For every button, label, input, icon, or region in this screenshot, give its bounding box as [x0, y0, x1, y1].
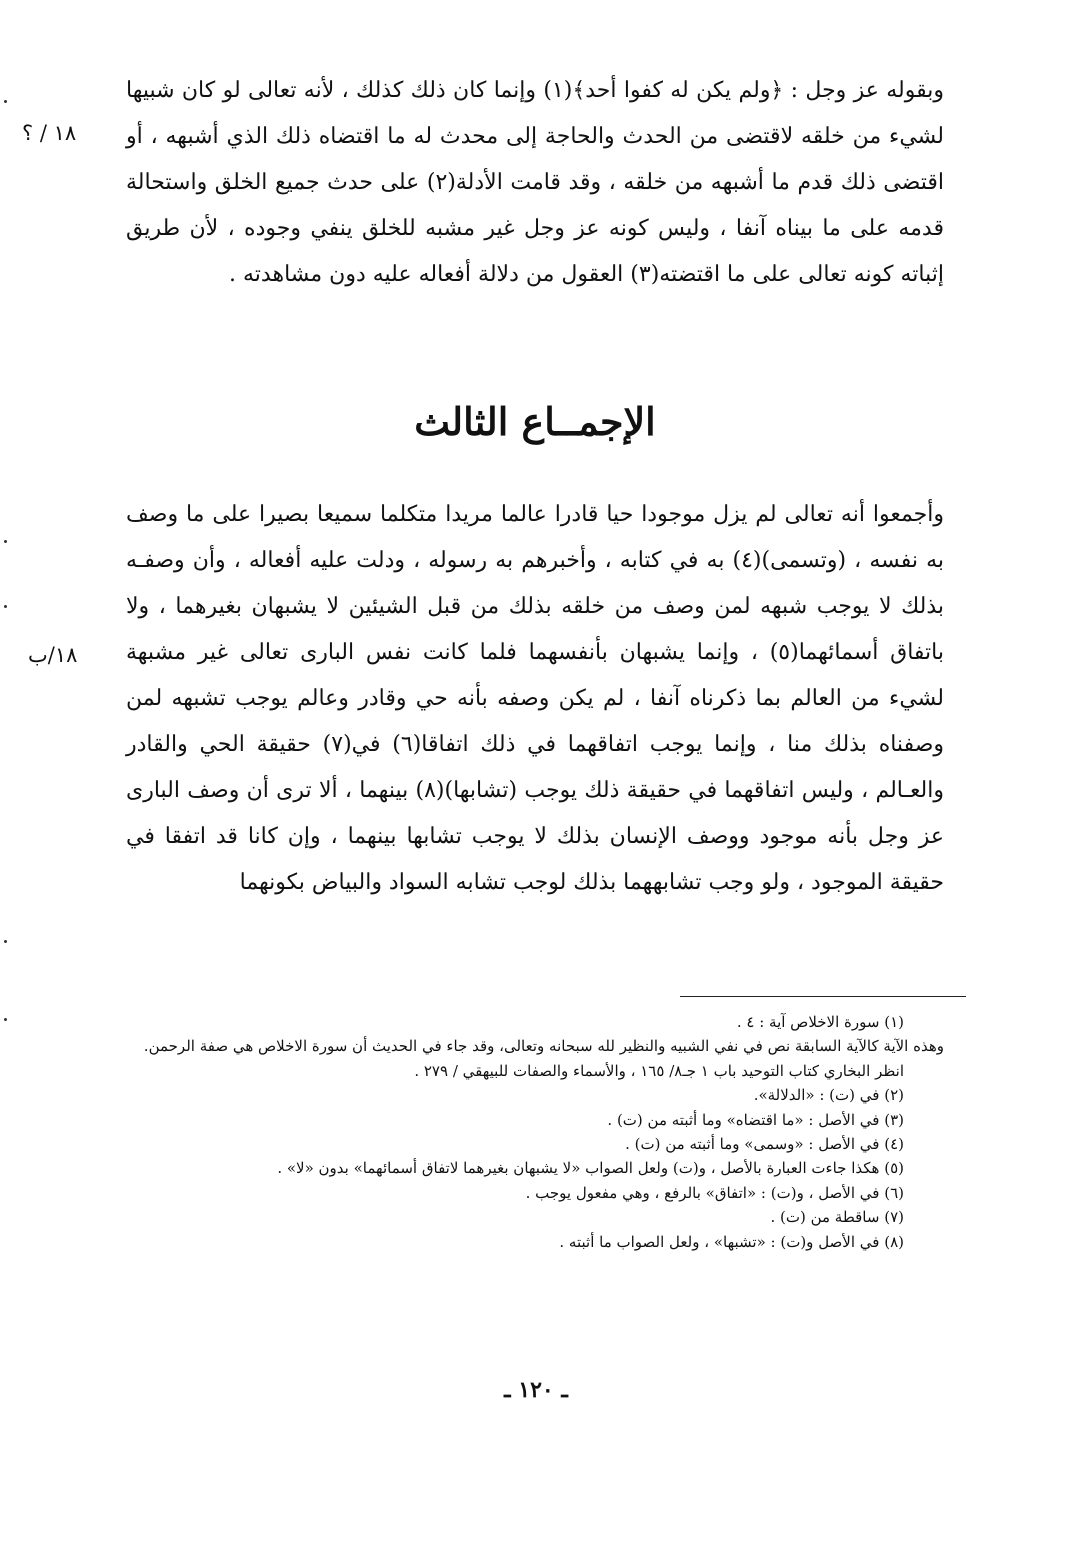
footnote-1-reference: انظر البخاري كتاب التوحيد باب ١ جـ٨/ ١٦٥ ، والأسماء والصفات للبيهقي / ٢٧٩ . — [414, 1061, 904, 1080]
section-heading: الإجمــاع الثالث — [414, 399, 656, 444]
scan-artifact-dot — [4, 605, 7, 608]
footnote-3: (٣) في الأصل : «ما اقتضاه» وما أثبته من (ت) . — [607, 1110, 904, 1129]
manuscript-folio-note-1: ١٨ / ؟ — [22, 121, 77, 145]
footnote-8: (٨) في الأصل و(ت) : «تشبها» ، ولعل الصواب ما أثبته . — [559, 1232, 904, 1251]
footnote-2: (٢) في (ت) : «الدلالة». — [753, 1086, 904, 1105]
footnote-5: (٥) هكذا جاءت العبارة بالأصل ، و(ت) ولعل الصواب «لا يشبهان بغيرهما لاتفاق أسمائهما» بدون «لا» . — [277, 1159, 904, 1178]
page-number: ـ ١٢٠ ـ — [504, 1377, 568, 1403]
body-paragraph-1: وبقوله عز وجل : ﴿ولم يكن له كفوا أحد﴾(١) وإنما كان ذلك كذلك ، لأنه تعالى لو كان شبيها لشيء من خلقه لاقتضى من الحدث والحاجة إلى محدث له ما اقتضاه ذلك الذي أشبهه ، أو اقتضى ذلك قدم ما أشبهه من خلقه ، وقد قامت الأدلة(٢) على حدث جميع الخلق واستحالة قدمه على ما بيناه آنفا ، وليس كونه عز وجل غير مشبه للخلق ينفي وجوده ، لأن طريق إثباته كونه تعالى على ما اقتضته(٣) العقول من دلالة أفعاله عليه دون مشاهدته . — [126, 78, 945, 287]
footnotes-list — [126, 1010, 944, 1254]
manuscript-folio-note-2: ١٨/ب — [28, 643, 78, 667]
footnote-1-continuation: وهذه الآية كالآية السابقة نص في نفي الشبيه والنظير لله سبحانه وتعالى، وقد جاء في الحديث أن سورة الاخلاص هي صفة الرحمن. — [143, 1037, 944, 1056]
scan-artifact-dot — [4, 1018, 7, 1021]
footnote-7: (٧) ساقطة من (ت) . — [770, 1208, 904, 1227]
footnote-6: (٦) في الأصل ، و(ت) : «اتفاق» بالرفع ، وهي مفعول يوجب . — [525, 1183, 904, 1202]
body-paragraph-2: وأجمعوا أنه تعالى لم يزل موجودا حيا قادرا عالما مريدا متكلما سميعا بصيرا على ما وصف به نفسه ، (وتسمى)(٤) به في كتابه ، وأخبرهم به رسوله ، ودلت عليه أفعاله ، وأن وصفـه بذلك لا يوجب شبهه لمن وصف من خلقه بذلك من قبل الشيئين لا يشبهان بغيرهما ، ولا باتفاق أسمائهما(٥) ، وإنما يشبهان بأنفسهما فلما كانت نفس البارى تعالى غير مشبهة لشيء من العالم بما ذكرناه آنفا ، لم يكن وصفه بأنه حي وقادر وعالم يوجب تشبهه لمن وصفناه بذلك منا ، وإنما يوجب اتفاقهما في ذلك اتفاقا(٦) في(٧) حقيقة الحي والقادر والعـالم ، وليس اتفاقهما في حقيقة ذلك يوجب (تشابها)(٨) بينهما ، ألا ترى أن وصف البارى عز وجل بأنه موجود ووصف الإنسان بذلك لا يوجب تشابها بينهما ، وإن كانا قد اتفقا في حقيقة الموجود ، ولو وجب تشابههما بذلك لوجب تشابه السواد والبياض بكونهما — [126, 502, 945, 895]
footnote-1: (١) سورة الاخلاص آية : ٤ . — [736, 1013, 904, 1031]
scan-artifact-dot — [4, 940, 7, 943]
scan-artifact-dot — [4, 100, 7, 103]
footnote-separator — [680, 996, 966, 997]
footnote-4: (٤) في الأصل : «وسمى» وما أثبته من (ت) . — [625, 1135, 904, 1154]
scan-artifact-dot — [4, 540, 7, 543]
